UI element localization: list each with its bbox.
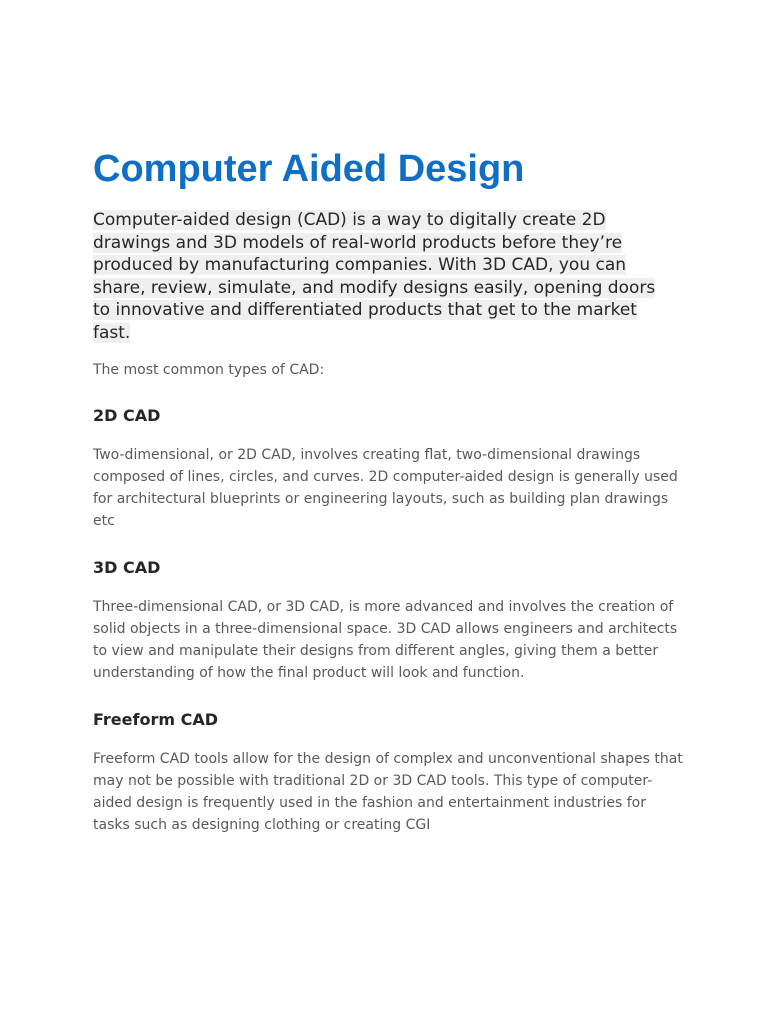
document-content	[93, 140, 683, 861]
section-heading: 3D CAD	[93, 557, 161, 577]
section-2d-cad	[93, 405, 683, 532]
types-lead-text: The most common types of CAD:	[93, 361, 325, 378]
section-freeform-cad	[93, 709, 683, 836]
section-heading: 2D CAD	[93, 405, 161, 425]
section-body: Three-dimensional CAD, or 3D CAD, is more advanced and involves the creation of solid objects in a three-dimensional space. 3D CAD allows engineers and architects to view and manipulate their designs from different angles, giving them a better understanding of how the final product will look and function.	[93, 598, 678, 681]
section-3d-cad	[93, 557, 683, 684]
intro-paragraph	[93, 209, 683, 345]
section-body: Two-dimensional, or 2D CAD, involves creating flat, two-dimensional drawings composed of lines, circles, and curves. 2D computer-aided design is generally used for architectural blueprints or engineering layouts, such as building plan drawings etc	[93, 446, 678, 529]
intro-text: Computer-aided design (CAD) is a way to digitally create 2D drawings and 3D models of real-world products before they’re produced by manufacturing companies. With 3D CAD, you can share, review, simulate, and modify designs easily, opening doors to innovative and differentiated products that get to the market fast.	[93, 210, 656, 343]
section-body: Freeform CAD tools allow for the design of complex and unconventional shapes that may not be possible with traditional 2D or 3D CAD tools. This type of computer-aided design is frequently used in the fashion and entertainment industries for tasks such as designing clothing or creating CGI	[93, 750, 683, 833]
page-title: Computer Aided Design	[93, 148, 525, 190]
section-heading: Freeform CAD	[93, 709, 218, 729]
